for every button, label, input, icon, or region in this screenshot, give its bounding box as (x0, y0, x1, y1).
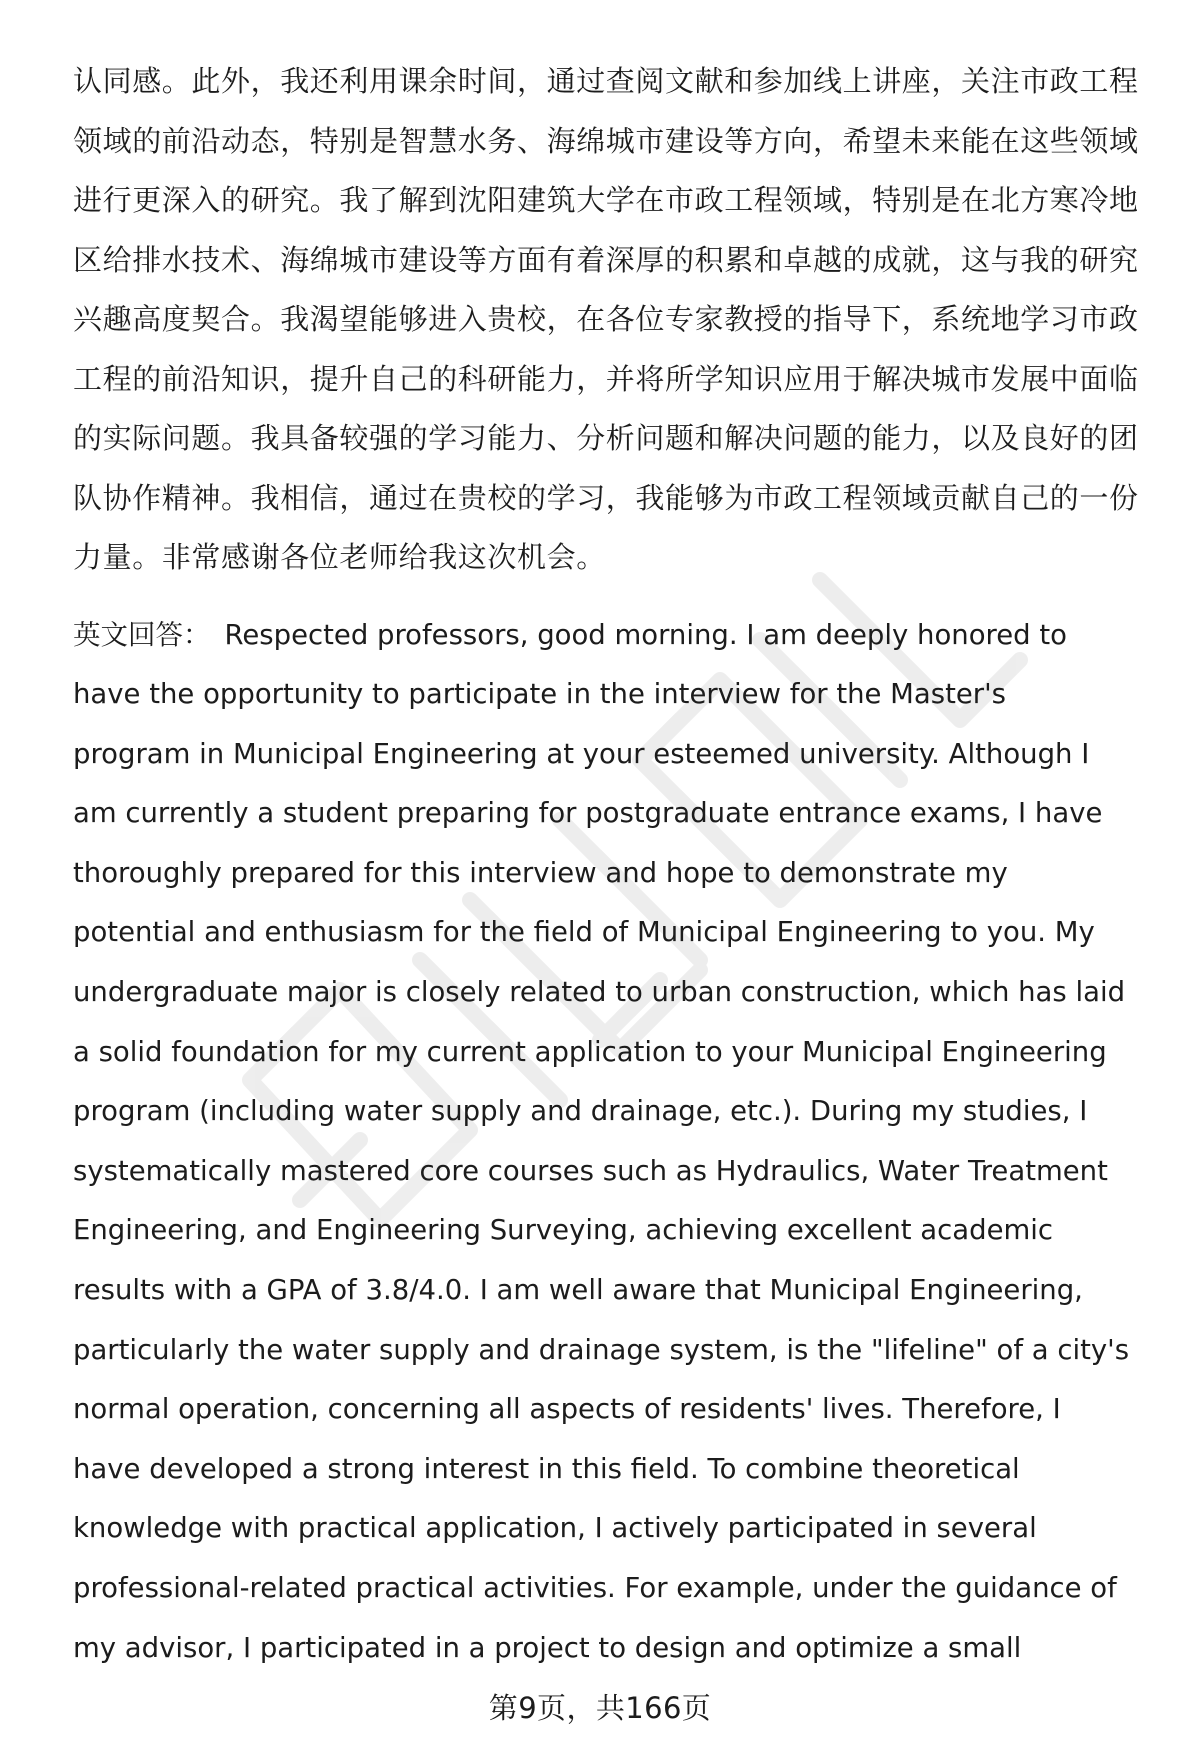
text-line: undergraduate major is closely related to urban construction, which has laid (73, 976, 1126, 1009)
text-line: have developed a strong interest in this field. To combine theoretical (73, 1452, 1020, 1485)
text-line: 领域的前沿动态，特别是智慧水务、海绵城市建设等方向，希望未来能在这些领域 (73, 123, 1139, 158)
text-line: potential and enthusiasm for the field of Municipal Engineering to you. My (73, 916, 1095, 949)
page-number-footer: 第9页，共166页 (488, 1691, 712, 1725)
text-line: particularly the water supply and drainage system, is the "lifeline" of a city's (73, 1333, 1130, 1366)
text-line: am currently a student preparing for postgraduate entrance exams, I have (73, 797, 1103, 830)
text-line: have the opportunity to participate in the interview for the Master's (73, 678, 1006, 711)
text-line: Engineering, and Engineering Surveying, achieving excellent academic (73, 1214, 1054, 1247)
text-line: results with a GPA of 3.8/4.0. I am well aware that Municipal Engineering, (73, 1274, 1083, 1307)
text-line (73, 606, 1163, 666)
text-line: knowledge with practical application, I actively participated in several (73, 1512, 1037, 1545)
text-line: 队协作精神。我相信，通过在贵校的学习，我能够为市政工程领域贡献自己的一份 (73, 480, 1139, 515)
chinese-answer-paragraph (73, 52, 1163, 588)
text-line: systematically mastered core courses such as Hydraulics, Water Treatment (73, 1154, 1108, 1187)
text-line: professional-related practical activities. For example, under the guidance of (73, 1572, 1117, 1604)
text-line-content: Respected professors, good morning. I am deeply honored to (224, 618, 1067, 651)
text-line: thoroughly prepared for this interview and hope to demonstrate my (73, 856, 1008, 889)
text-line: program (including water supply and drainage, etc.). During my studies, I (73, 1095, 1088, 1128)
text-line: 进行更深入的研究。我了解到沈阳建筑大学在市政工程领域，特别是在北方寒冷地 (73, 183, 1139, 217)
text-line: a solid foundation for my current application to your Municipal Engineering (73, 1035, 1107, 1068)
text-line: 区给排水技术、海绵城市建设等方面有着深厚的积累和卓越的成就，这与我的研究 (73, 242, 1139, 277)
text-line: 认同感。此外，我还利用课余时间，通过查阅文献和参加线上讲座，关注市政工程 (73, 64, 1139, 98)
text-line: my advisor, I participated in a project to design and optimize a small (73, 1631, 1022, 1664)
text-line: normal operation, concerning all aspects of residents' lives. Therefore, I (73, 1393, 1061, 1426)
text-line: 工程的前沿知识，提升自己的科研能力，并将所学知识应用于解决城市发展中面临 (73, 361, 1139, 396)
text-line: 力量。非常感谢各位老师给我这次机会。 (73, 540, 606, 574)
text-line: program in Municipal Engineering at your esteemed university. Although I (73, 737, 1090, 770)
english-answer-label: 英文回答： (73, 618, 211, 651)
page-content (73, 52, 1163, 1678)
english-answer-paragraph (73, 606, 1163, 1679)
text-line: 兴趣高度契合。我渴望能够进入贵校，在各位专家教授的指导下，系统地学习市政 (73, 302, 1139, 336)
text-line: 的实际问题。我具备较强的学习能力、分析问题和解决问题的能力，以及良好的团 (73, 421, 1139, 455)
